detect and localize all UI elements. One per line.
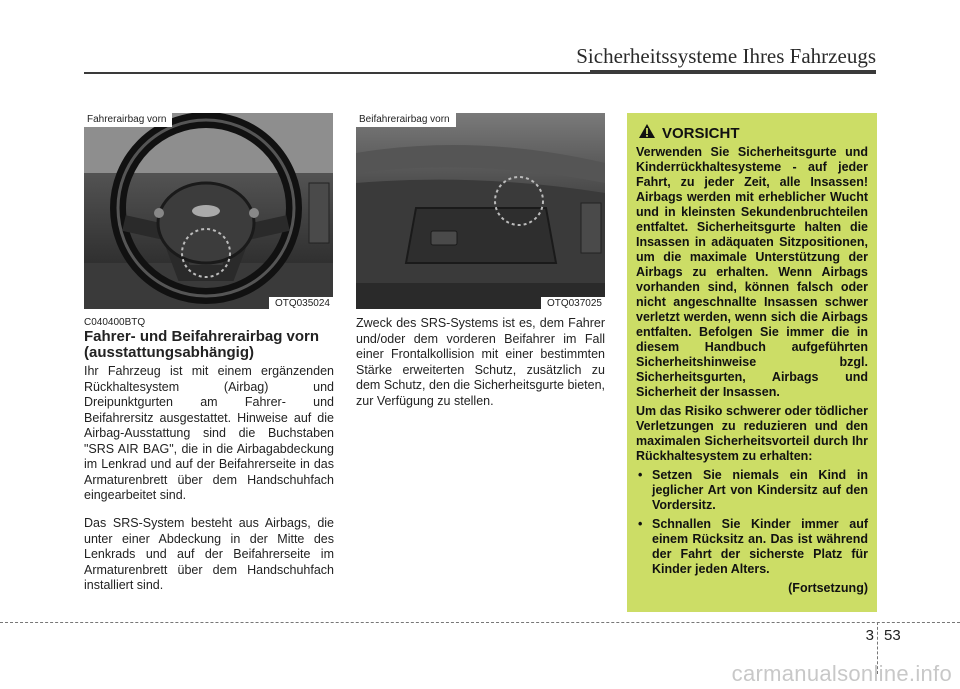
continuation-note: (Fortsetzung) — [788, 581, 868, 595]
watermark: carmanualsonline.info — [731, 661, 952, 686]
bullet-icon: • — [638, 468, 643, 482]
warning-list-text: Setzen Sie niemals ein Kind in jeglicher Art von Kindersitz auf den Vordersitz. — [652, 468, 868, 512]
warning-list-item — [636, 468, 868, 513]
figure-code: OTQ037025 — [541, 297, 605, 309]
page-number: 53 — [884, 627, 901, 644]
figure-caption: Beifahrerairbag vorn — [356, 113, 456, 127]
chapter-number: 3 — [865, 627, 874, 644]
dashboard-illustration — [356, 113, 605, 309]
figure-code: OTQ035024 — [269, 297, 333, 309]
body-paragraph: Ihr Fahrzeug ist mit einem ergänzenden Rückhaltesystem (Airbag) und Dreipunktgurten am Fahrer- und Beifahrersitz ausgestattet. Hinweise auf die Airbag-Ausstattung sind die Buchstaben "SRS AIR BAG", die in die Airbagabdeckung im Lenkrad und auf der Beifahrerseite in das Armaturenbrett über dem Handschuhfach eingearbeitet sind. — [84, 364, 334, 502]
footer-rule — [0, 622, 960, 623]
warning-list-item — [636, 517, 868, 577]
header-rule-accent — [590, 70, 876, 74]
body-paragraph: Zweck des SRS-Systems ist es, dem Fahrer und/oder dem vorderen Beifahrer im Fall einer Frontalkollision mit einer bestimmten Stärke erweiterten Schutz, zusätzlich zu dem Schutz, den die Sicherheitsgurte bieten, zur Verfügung zu stellen. — [356, 316, 605, 408]
figure-caption: Fahrerairbag vorn — [84, 113, 172, 127]
warning-title: VORSICHT — [662, 124, 740, 142]
section-code: C040400BTQ — [84, 317, 146, 328]
section-heading: Fahrer- und Beifahrerairbag vorn (ausstattungsabhängig) — [84, 328, 320, 361]
warning-box — [627, 113, 877, 612]
driver-airbag-figure — [84, 113, 333, 309]
steering-wheel-illustration — [84, 113, 333, 309]
bullet-icon: • — [638, 517, 643, 531]
warning-list — [636, 468, 868, 577]
warning-header — [638, 123, 868, 143]
warning-triangle-icon — [638, 123, 656, 143]
warning-paragraph: Verwenden Sie Sicherheitsgurte und Kinderrückhaltesysteme - auf jeder Fahrt, zu jeder Zeit, alle Insassen! Airbags werden mit erheblicher Wucht und in kleinsten Sekundenbruchteilen entfaltet. Sicherheitsgurte halten die Insassen in adäquaten Sitzpositionen, um die maximale Unterstützung der Airbags zu erhalten. Wenn Airbags vorhanden sind, können falsch oder nicht angeschnallte Insassen schwer verletzt werden, wenn sich die Airbags entfalten. Befolgen Sie immer die in diesem Handbuch aufgeführten Sicherheitshinweise bzgl. Sicherheitsgurten, Airbags und Sicherheit der Insassen. — [636, 145, 868, 399]
passenger-airbag-figure — [356, 113, 605, 309]
header-title: Sicherheitssysteme Ihres Fahrzeugs — [576, 44, 876, 68]
warning-list-text: Schnallen Sie Kinder immer auf einem Rücksitz an. Das ist während der Fahrt der sicherste Platz für Kinder jeden Alters. — [652, 517, 868, 576]
body-paragraph: Das SRS-System besteht aus Airbags, die unter einer Abdeckung in der Mitte des Lenkrads und auf der Beifahrerseite im Armaturenbrett über dem Handschuhfach installiert sind. — [84, 516, 334, 592]
warning-paragraph: Um das Risiko schwerer oder tödlicher Verletzungen zu reduzieren und den maximalen Sicherheitsvorteil durch Ihr Rückhaltesystem zu erhalten: — [636, 404, 868, 463]
